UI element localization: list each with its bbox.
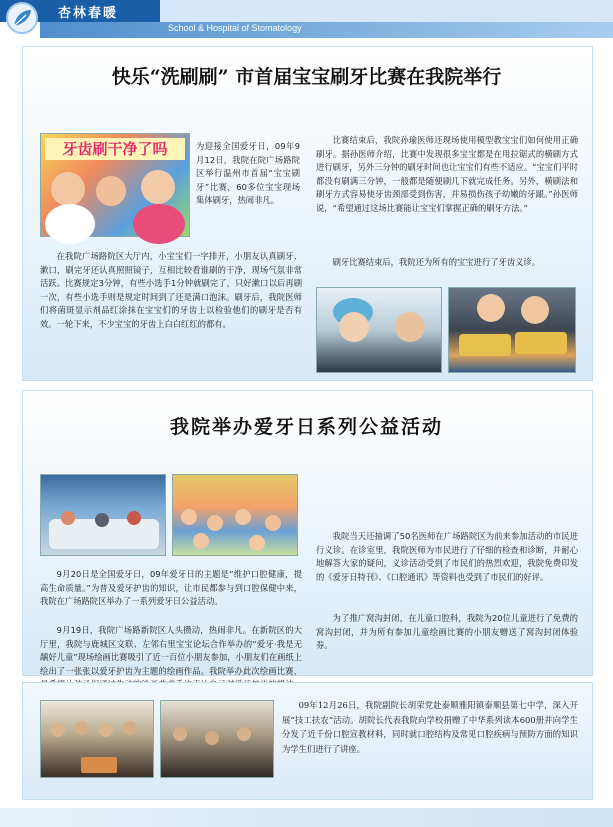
article1-paragraph-3: 比赛结束后，我院孙瑜医师还现场使用模型教宝宝们如何使用正确刷牙。据孙医师介绍，比赛中发现很多宝宝都是在用拉锯式的横刷方式进行刷牙，另外三分钟的刷牙时间也让宝宝们有些不适应。“宝宝们平时都没有刷满三分钟，一般都是随便刷几下就完成任务。另外，横刷法和刷牙方式容易使牙齿颈部受到伤害，并易损伤孩子幼嫩的牙龈。”孙医师说，“希望通过这场比赛能让宝宝们掌握正确的刷牙方法。” xyxy=(316,135,578,213)
article1-lead: 为迎接全国爱牙日，09年9月12日，我院在院广场路院区举行温州市首届“宝宝刷牙”比赛，60多位宝宝现场集体刷牙，热闹非凡。 xyxy=(196,141,300,206)
brushing-kids-photo xyxy=(40,133,190,237)
drawing-contest-photo xyxy=(172,474,298,556)
article1-headline: 快乐“洗刷刷” 市首届宝宝刷牙比赛在我院举行 xyxy=(111,66,502,88)
donation-ceremony-photo xyxy=(40,700,154,778)
school-name: School & Hospital of Stomatology xyxy=(168,23,302,33)
event-hall-photo xyxy=(40,474,166,556)
article2-paragraph-1: 9月20日是全国爱牙日，09年爱牙日的主题是“维护口腔健康，提高生命质量。”为普及爱牙护齿的知识，让市民都参与到口腔保健中来，我院在广场路院区举办了一系列爱牙日公益活动。 xyxy=(40,569,302,607)
article2-paragraph-2: 9月19日，我院广场路新院区人头攒动，热闹非凡。在新院区的大厅里，我院与鹿城区文联、左邻右里宝宝论坛合作举办的“爱牙·我是无龋好儿童”现场绘画比赛吸引了近一百位小朋友参加，小朋友们在画纸上绘出了一张张以爱牙护齿为主题的绘画作品。我院举办此次绘画比赛， xyxy=(40,625,302,676)
page-footer-band xyxy=(0,808,613,827)
subheader-bar xyxy=(40,22,613,38)
article1-paragraph-4: 刷牙比赛结束后，我院还为所有的宝宝进行了牙齿义诊。 xyxy=(332,257,541,267)
article2-headline: 我院举办爱牙日系列公益活动 xyxy=(169,416,443,438)
kids-with-gifts-photo xyxy=(448,287,576,373)
leaf-logo-icon xyxy=(6,2,38,34)
section-header-tab xyxy=(0,0,160,22)
article2-paragraph-4: 为了推广窝沟封闭，在儿童口腔科，我院为20位儿童进行了免费的窝沟封闭，并为所有参加儿童绘画比赛的小朋友赠送了窝沟封闭体验券。 xyxy=(316,613,578,651)
lecture-photo xyxy=(160,700,274,778)
photo-banner-text: 牙齿刷干净了吗 xyxy=(45,138,185,160)
article3-paragraph: 09年12月26日，我院副院长胡荣党赴泰顺雅阳镇泰顺县第七中学，深入开展“技工扶农”活动。胡院长代表我院向学校捐赠了中华系列读本600册并向学生分发了近千份口腔宣教材料，同时就口腔结构及常见口腔疾病与预防方面的知识为学生们进行了讲座。 xyxy=(282,700,578,754)
dentist-checkup-photo xyxy=(316,287,442,373)
header-band xyxy=(160,0,613,22)
article1-paragraph-2: 在我院广场路院区大厅内，小宝宝们一字排开，小朋友认真刷牙、漱口，刷完牙还认真照照镜子，互相比较看谁刷的干净，现场气氛非常活跃。比赛规定3分钟，有些小选手1分钟就刷完了，只好漱口以后再刷一次，有些小选手则是规定时间到了还是满口泡沫。刷牙后，我院医师们将菌斑显示剂品红涂抹在宝宝们的牙齿上以检验他们的刷牙是否有效。一轮下来，不少宝宝的牙齿上白白红红的都有。 xyxy=(40,251,302,329)
section-title: 杏林春暖 xyxy=(58,6,119,21)
article2-paragraph-3: 我院当天还抽调了50名医师在广场路院区为前来参加活动的市民进行义诊。在诊室里，我院医师为市民进行了仔细的检查和诊断，并耐心地解答大家的疑问，义诊活动受到了市民们的热烈欢迎，我院免费印发的《爱牙日特刊》、《口腔通讯》等资料也受到了市民们的好评。 xyxy=(316,531,578,582)
